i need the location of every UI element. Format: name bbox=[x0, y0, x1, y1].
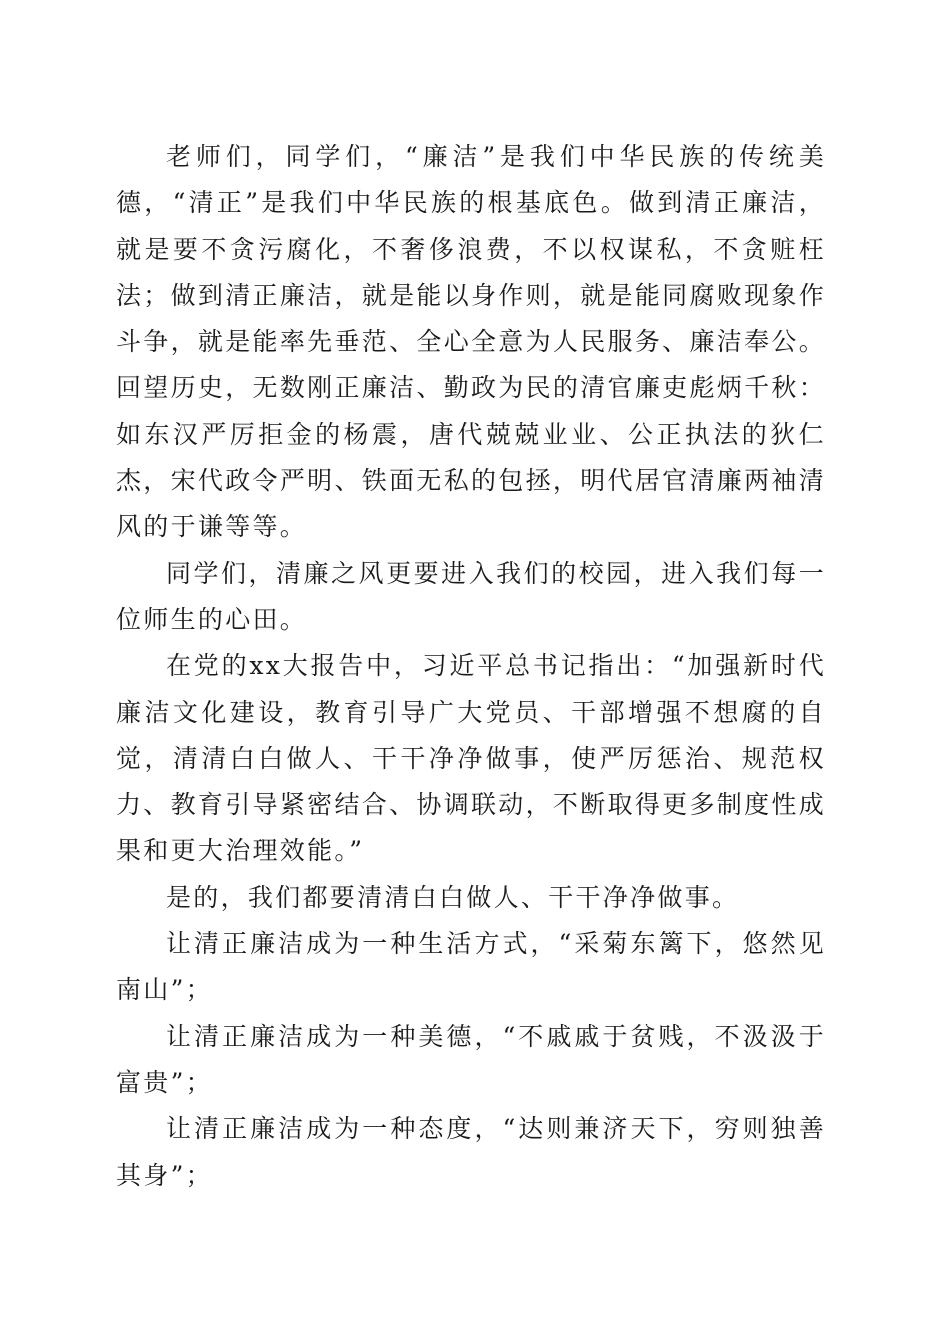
paragraph-party-report: 在党的xx大报告中，习近平总书记指出：“加强新时代廉洁文化建设，教育引导广大党员、干部增强不想腐的自觉，清清白白做人、干干净净做事，使严厉惩治、规范权力、教育引导紧密结合、协调联动，不断取得更多制度性成果和更大治理效能。” bbox=[116, 651, 826, 866]
paragraph-lifestyle: 让清正廉洁成为一种生活方式，“采菊东篱下，悠然见南山”； bbox=[116, 929, 826, 1005]
paragraph-affirmation: 是的，我们都要清清白白做人、干干净净做事。 bbox=[166, 882, 740, 912]
document-body bbox=[116, 134, 826, 1199]
paragraph-campus: 同学们，清廉之风更要进入我们的校园，进入我们每一位师生的心田。 bbox=[116, 558, 826, 634]
paragraph-integrity-history: 老师们，同学们，“廉洁”是我们中华民族的传统美德，“清正”是我们中华民族的根基底色。做到清正廉洁，就是要不贪污腐化，不奢侈浪费，不以权谋私，不贪赃枉法；做到清正廉洁，就是能以身作则，就是能同腐败现象作斗争，就是能率先垂范、全心全意为人民服务、廉洁奉公。回望历史，无数刚正廉洁、勤政为民的清官廉吏彪炳千秋：如东汉严厉拒金的杨震，唐代兢兢业业、公正执法的狄仁杰，宋代政令严明、铁面无私的包拯，明代居官清廉两袖清风的于谦等等。 bbox=[116, 142, 826, 542]
paragraph-attitude: 让清正廉洁成为一种态度，“达则兼济天下，穷则独善其身”； bbox=[116, 1114, 826, 1190]
paragraph-virtue: 让清正廉洁成为一种美德，“不戚戚于贫贱，不汲汲于富贵”； bbox=[116, 1021, 826, 1097]
